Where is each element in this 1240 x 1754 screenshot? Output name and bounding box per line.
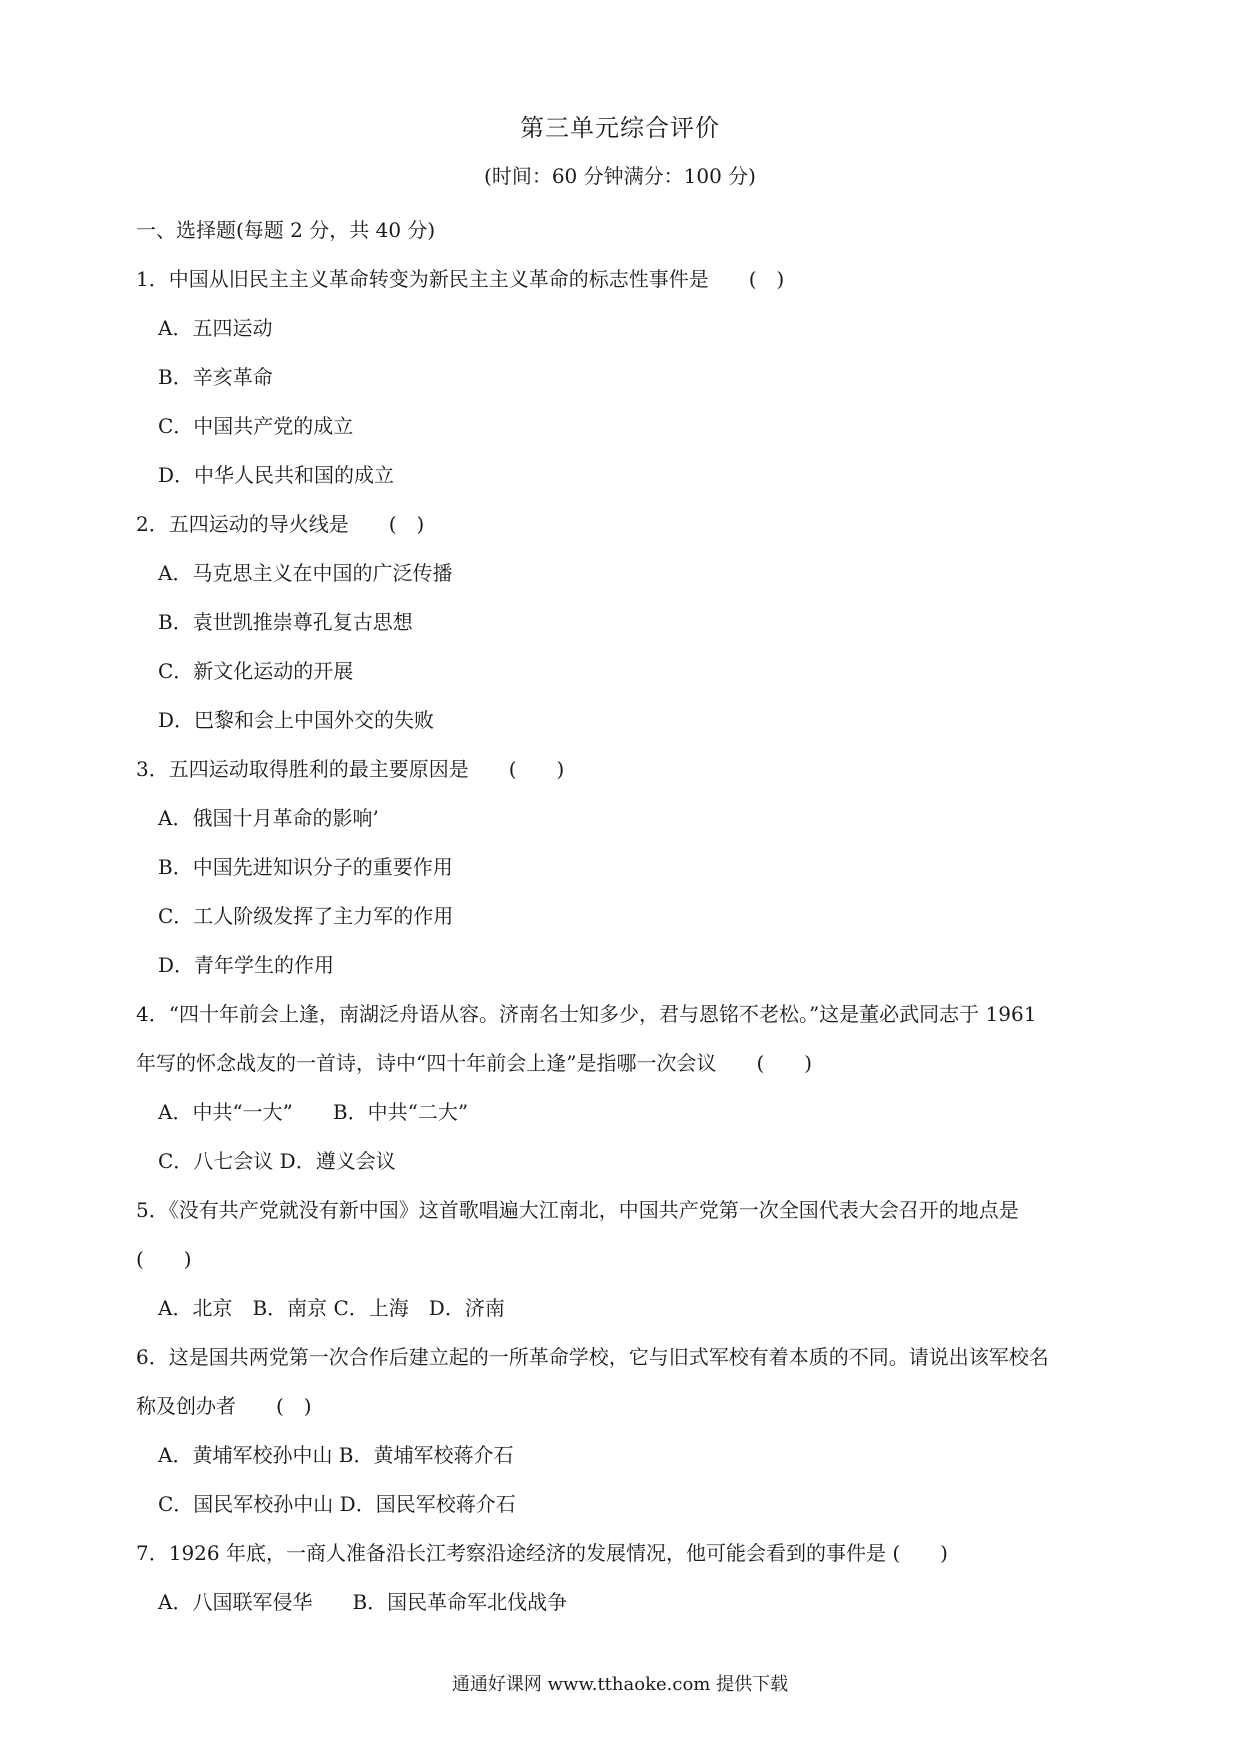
question-3-option-a: A．俄国十月革命的影响’ — [158, 806, 379, 830]
question-5-stem-line-1: 5．《没有共产党就没有新中国》这首歌唱遍大江南北，中国共产党第一次全国代表大会召开的地点是 — [136, 1198, 1019, 1222]
question-2-option-b: B．袁世凯推崇尊孔复古思想 — [158, 610, 413, 634]
question-4-stem-line-2: 年写的怀念战友的一首诗，诗中“四十年前会上逢”是指哪一次会议 ( ) — [136, 1051, 813, 1075]
question-1-option-b: B．辛亥革命 — [158, 365, 273, 389]
question-7-option-a: A．八国联军侵华 — [158, 1590, 313, 1614]
question-4-option-b: B．中共“二大” — [332, 1100, 469, 1124]
question-2-option-c: C．新文化运动的开展 — [158, 659, 354, 683]
section-heading: 一、选择题(每题 2 分，共 40 分) — [136, 218, 436, 242]
question-3-option-d: D．青年学生的作用 — [158, 953, 335, 977]
question-5-options: A．北京 B．南京 C．上海 D．济南 — [158, 1296, 505, 1320]
question-5-stem-line-2: ( ) — [136, 1247, 192, 1271]
question-6-options-cd: C．国民军校孙中山 D．国民军校蒋介石 — [158, 1492, 516, 1516]
page-title: 第三单元综合评价 — [520, 114, 720, 142]
question-2-option-a: A．马克思主义在中国的广泛传播 — [158, 561, 453, 585]
question-7-options-ab — [136, 1578, 1126, 1627]
question-1-option-c: C．中国共产党的成立 — [158, 414, 354, 438]
question-7-stem: 7．1926 年底，一商人准备沿长江考察沿途经济的发展情况，他可能会看到的事件是 ( ) — [136, 1541, 948, 1565]
page-footer: 通通好课网 www.tthaoke.com 提供下载 — [451, 1674, 789, 1695]
question-4-option-a: A．中共“一大” — [158, 1100, 293, 1124]
question-1-option-a: A．五四运动 — [158, 316, 273, 340]
exam-content — [136, 206, 1126, 1627]
question-4-stem-line-1: 4．“四十年前会上逢，南湖泛舟语从容。济南名士知多少，君与恩铭不老松。”这是董必武同志于 1961 — [136, 1002, 1037, 1026]
question-7-option-b: B．国民革命军北伐战争 — [352, 1590, 568, 1614]
question-2-stem: 2．五四运动的导火线是 ( ) — [136, 512, 425, 536]
question-1-option-d: D．中华人民共和国的成立 — [158, 463, 395, 487]
question-3-option-b: B．中国先进知识分子的重要作用 — [158, 855, 453, 879]
question-6-options-ab: A．黄埔军校孙中山 B．黄埔军校蒋介石 — [158, 1443, 514, 1467]
exam-time-score: (时间：60 分钟满分：100 分) — [484, 164, 756, 188]
question-3-option-c: C．工人阶级发挥了主力军的作用 — [158, 904, 454, 928]
question-6-stem-line-2: 称及创办者 ( ) — [136, 1394, 312, 1418]
question-1-stem: 1．中国从旧民主主义革命转变为新民主主义革命的标志性事件是 ( ) — [136, 267, 785, 291]
question-2-option-d: D．巴黎和会上中国外交的失败 — [158, 708, 435, 732]
question-4-options-ab — [136, 1088, 1126, 1137]
question-6-stem-line-1: 6．这是国共两党第一次合作后建立起的一所革命学校，它与旧式军校有着本质的不同。请说出该军校名 — [136, 1345, 1049, 1369]
question-4-options-cd: C．八七会议 D．遵义会议 — [158, 1149, 396, 1173]
question-3-stem: 3．五四运动取得胜利的最主要原因是 ( ) — [136, 757, 565, 781]
